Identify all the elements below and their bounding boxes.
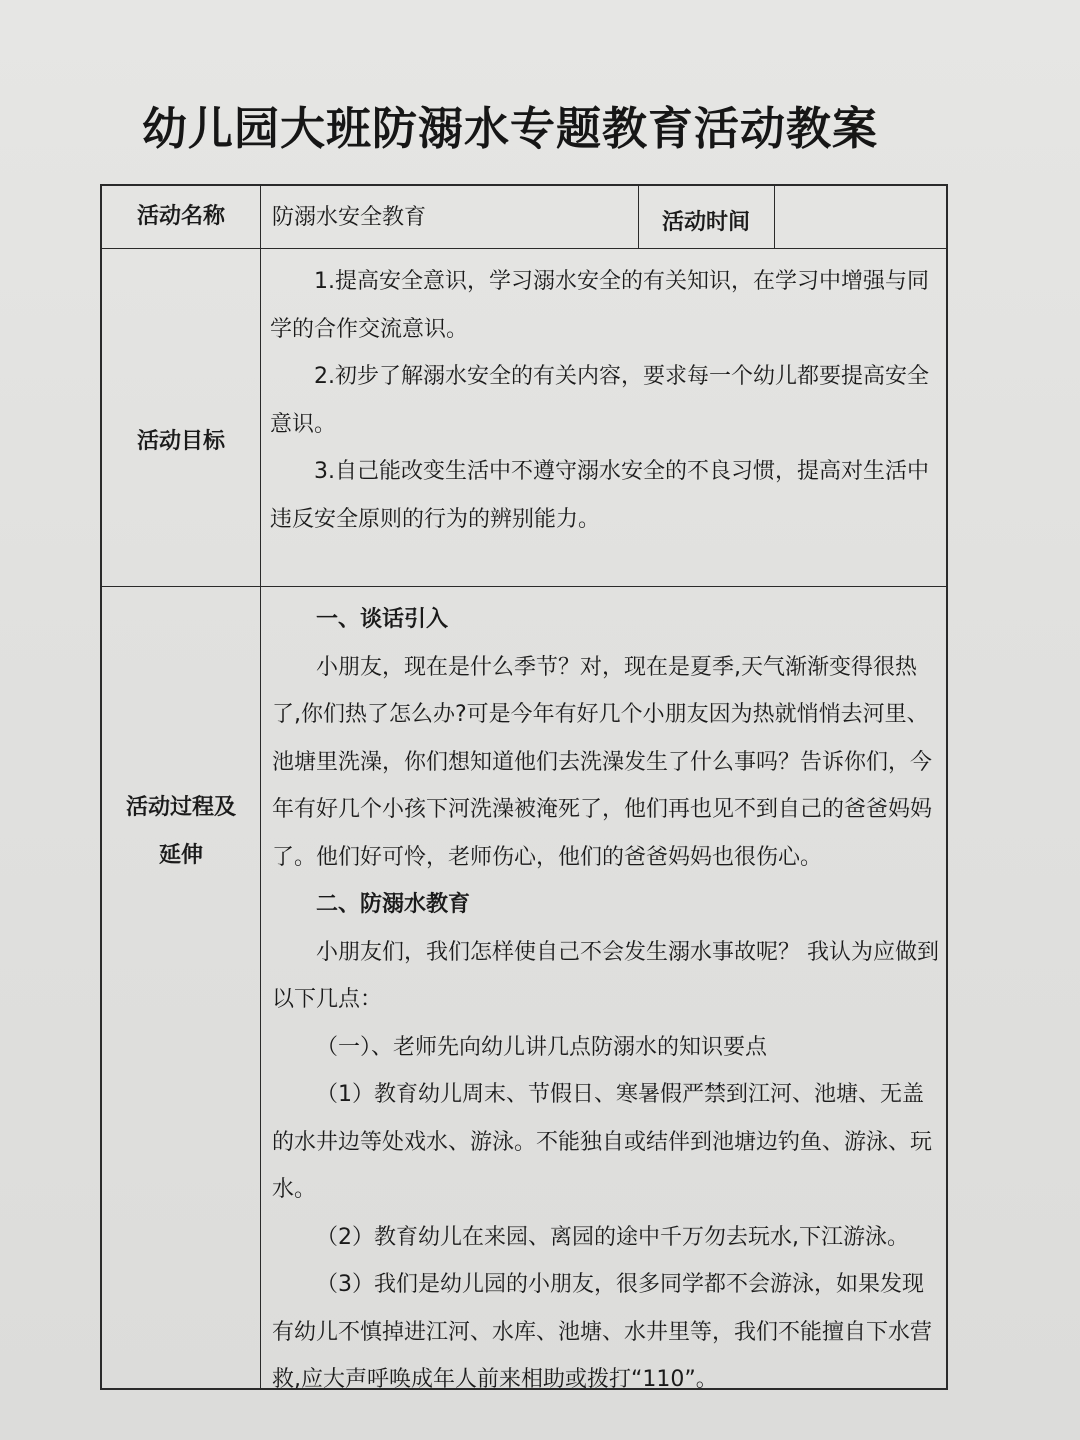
activity-process-label: [102, 586, 260, 1388]
goal-item-1: 1.提高安全意识，学习溺水安全的有关知识，在学习中增强与同学的合作交流意识。: [270, 269, 929, 342]
activity-goals-content: [260, 258, 946, 586]
section-drowning-education-intro: 小朋友们，我们怎样使自己不会发生溺水事故呢？ 我认为应做到以下几点：: [272, 939, 939, 1012]
lesson-plan-table: [100, 184, 948, 1390]
activity-name-value: 防溺水安全教育: [272, 205, 427, 230]
activity-name-label: 活动名称: [136, 204, 225, 229]
section-heading-talk-intro: 一、谈话引入: [316, 607, 449, 632]
activity-process-content: [260, 596, 946, 1392]
knowledge-point-3: （3）我们是幼儿园的小朋友，很多同学都不会游泳，如果发现有幼儿不慎掉进江河、水库、池塘、水井里等，我们不能擅自下水营救,应大声呼唤成年人前来相助或拨打“110”。: [272, 1272, 933, 1392]
document-title: 幼儿园大班防溺水专题教育活动教案: [141, 102, 878, 155]
activity-time-label: 活动时间: [661, 210, 750, 235]
section-heading-drowning-education: 二、防溺水教育: [316, 892, 471, 917]
activity-goals-label: 活动目标: [136, 429, 225, 454]
goal-item-3: 3.自己能改变生活中不遵守溺水安全的不良习惯，提高对生活中违反安全原则的行为的辨别能力。: [270, 459, 929, 532]
goal-item-2: 2.初步了解溺水安全的有关内容，要求每一个幼儿都要提高安全意识。: [270, 364, 929, 437]
activity-process-label-line1: 活动过程及: [125, 795, 236, 820]
activity-time-value: [774, 186, 946, 248]
subsection-heading-knowledge-points: （一）、老师先向幼儿讲几点防溺水的知识要点: [316, 1034, 768, 1060]
activity-process-label-line2: 延伸: [158, 843, 203, 868]
section-talk-intro-text: 小朋友，现在是什么季节？对，现在是夏季,天气渐渐变得很热了,你们热了怎么办?可是今年有好几个小朋友因为热就悄悄去河里、池塘里洗澡，你们想知道他们去洗澡发生了什么事吗？告诉你们，今年有好几个小孩下河洗澡被淹死了，他们再也见不到自己的爸爸妈妈了。他们好可怜，老师伤心，他们的爸爸妈妈也很伤心。: [272, 654, 933, 870]
knowledge-point-1: （1）教育幼儿周末、节假日、寒暑假严禁到江河、池塘、无盖的水井边等处戏水、游泳。不能独自或结伴到池塘边钓鱼、游泳、玩水。: [272, 1082, 933, 1202]
knowledge-point-2: （2）教育幼儿在来园、离园的途中千万勿去玩水,下江游泳。: [316, 1224, 909, 1250]
